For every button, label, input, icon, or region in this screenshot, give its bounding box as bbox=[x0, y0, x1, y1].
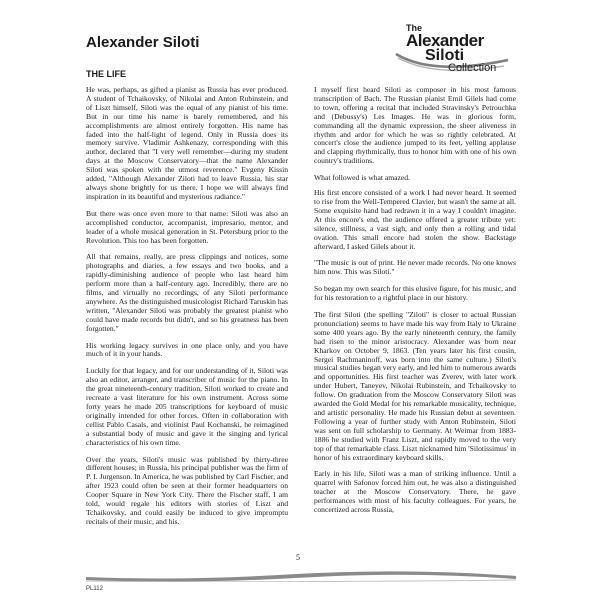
left-column bbox=[86, 86, 288, 535]
paragraph: All that remains, really, are press clippings and notices, some photographs and diaries, a few essays and two books, and a rapidly-diminishing audience of people who last heard him perform more than a half-century ago. Incredibly, there are no films, and virtually no recordings, of any Siloti performance anywhere. As the distinguished musicologist Richard Taruskin has written, "Alexander Siloti was probably the greatest pianist who could have made records but didn't, and so his greatness has been forgotten." bbox=[86, 252, 288, 333]
paragraph: "The music is out of print. He never made records. No one knows him now. This was Siloti." bbox=[314, 258, 516, 277]
paragraph: His first encore consisted of a work I had never heard. It seemed to rise from the Well-Tempered Clavier, but wasn't the same at all. Some exquisite hand had redrawn it in a way I couldn't imagine. At this encore's end, the audience offered a greater tribute yet: silence, stillness, a vast sigh, and only then a rolling and tidal ovation. This small encore had stolen the show. Backstage afterward, I asked Gilels about it. bbox=[314, 188, 516, 251]
right-column bbox=[314, 86, 516, 523]
paragraph: But there was once even more to that name: Siloti was also an accomplished conductor, accompanist, impresario, mentor, and leader of a whole musical generation in St. Petersburg prior to the Revolution. This too has been forgotten. bbox=[86, 208, 288, 245]
logo-siloti: Siloti bbox=[425, 47, 465, 64]
paragraph: Luckily for that legacy, and for our understanding of it, Siloti was also an editor, arranger, and transcriber of music for the piano. In the great nineteenth-century tradition, Siloti worked to create and recreate a vast literature for his own instrument. Across some forty years he made 205 transcriptions for keyboard of music originally intended for other forces. Often in collaboration with cellist Pablo Casals, and violinist Paul Kochanski, he reimagined a substantial body of music and gave it the singing and lyrical characteristics of his own time. bbox=[86, 366, 288, 447]
paragraph: What followed is what amazed. bbox=[314, 173, 410, 183]
catalog-code: PL112 bbox=[86, 586, 103, 592]
page-title: Alexander Siloti bbox=[86, 34, 200, 51]
logo-alexander: Alexander bbox=[406, 31, 484, 50]
section-heading: THE LIFE bbox=[86, 69, 126, 79]
paragraph: Early in his life, Siloti was a man of striking influence. Until a quarrel with Safonov forced him out, he was also a distinguished teacher at the Moscow Conservatory. There, he gave performances with most of his faculty colleagues. For years, he concertized across Russia, bbox=[314, 469, 516, 515]
logo-collection: Collection bbox=[448, 62, 497, 74]
paragraph: The first Siloti (the spelling "Ziloti" is closer to actual Russian pronunciation) seems to have made his way from Italy to Ukraine some 400 years ago. By the early nineteenth century, the family had risen to the minor aristocracy. Alexander was born near Kharkov on October 9, 1863. (Ten years later his first cousin, Sergei Rachmaninoff, was born into the same culture.) Siloti's musical studies began very early, and led him to numerous awards and opportunities. His first teacher was Zverev, with later work under Hubert, Taneyev, Nikolai Rubinstein, and Tchaikovsky to follow. On graduation from the Moscow Conservatory Siloti was awarded the Gold Medal for his remarkable musicality, technique, and artistic personality. He made his Russian debut at seventeen. Following a year of further study with Anton Rubinstein, Siloti was sent on full scholarship to Germany. At Weimar from 1883-1886 he studied with Franz Liszt, and rapidly moved to the very top of that remarkable class. Liszt nicknamed him 'Silotissimus' in honor of his extraordinary keyboard skills. bbox=[314, 310, 516, 462]
logo-the: The bbox=[406, 23, 423, 33]
footer-swoosh-icon bbox=[86, 570, 516, 582]
paragraph: He was, perhaps, as gifted a pianist as Russia has ever produced. A student of Tchaikovsky, of Nikolai and Anton Rubinstein, and of Liszt himself, Siloti was the equal of any pianist of his time. But in our time his name is barely remembered, and his accomplishments are almost entirely forgotten. His name has faded into the half-light of legend. Only in Russia does its memory survive. Vladimir Ashkenazy, corresponding with this author, declared that "I very well remember—during my student days at the Moscow Conservatory—that the name Alexander Siloti was spoken with the utmost reverence." Evgeny Kissin added, "Although Alexander Ziloti had to leave Russia, his star always shone brightly for us there. I hope we will always find inspiration in its beautiful and mysterious radiance." bbox=[86, 85, 288, 201]
page-number: 5 bbox=[296, 553, 300, 562]
paragraph: Over the years, Siloti's music was published by thirty-three different houses; in Russia, his principal publisher was the firm of P. I. Jurgenson. In America, he was published by Carl Fischer, and after 1923 could often be seen at their former headquarters on Cooper Square in New York City. There the Fischer staff, I am told, would regale his editors with stories of Liszt and Tchaikovsky, and could easily be induced to give impromptu recitals of their music, and his. bbox=[86, 454, 288, 526]
collection-logo bbox=[392, 14, 512, 80]
paragraph: So began my own search for this elusive figure, for his music, and for his restoration to a rightful place in our history. bbox=[314, 284, 516, 303]
paragraph: I myself first heard Siloti as composer in his most famous transcription of Bach. The Russian pianist Emil Gilels had come to town, offering a recital that included Stravinsky's Petrouchka and (Debussy's) Les Images. He was in glorious form, commanding all the dynamic expression, the sheer aliveness in rhythm and ardor for which he was so rightly celebrated. At concert's close the audience jumped to its feet, yelling applause and clapping rhythmically, thus to honor him with one of his own country's traditions. bbox=[314, 85, 516, 166]
paragraph: His working legacy survives in one place only, and you have much of it in your hands. bbox=[86, 340, 288, 359]
